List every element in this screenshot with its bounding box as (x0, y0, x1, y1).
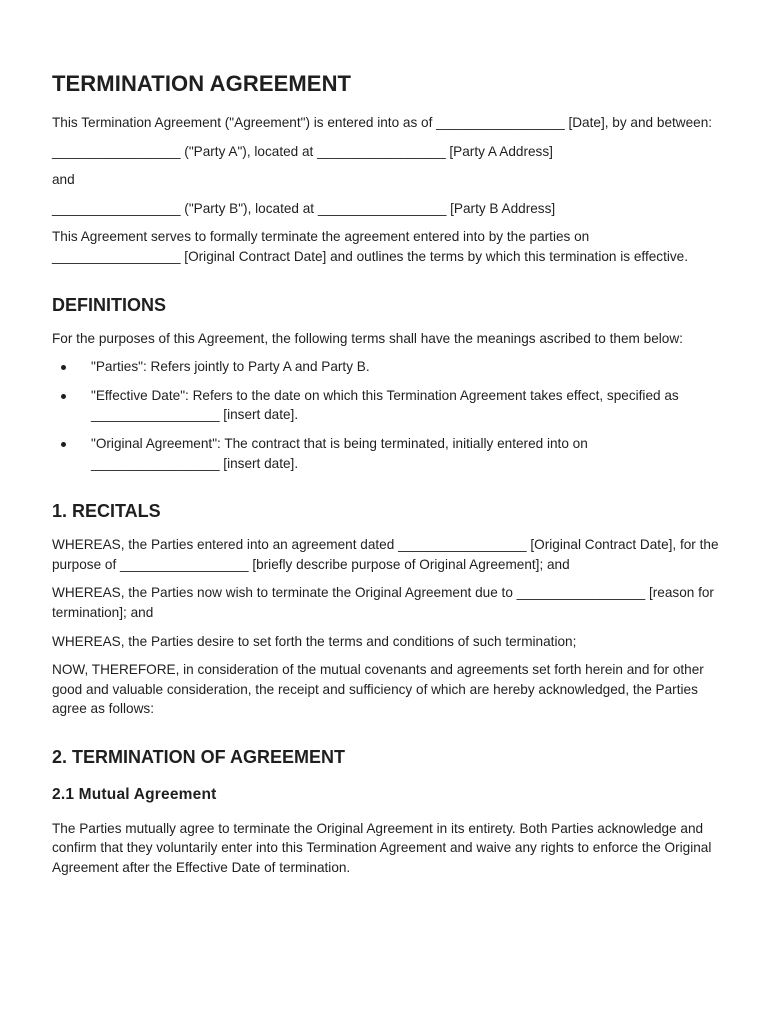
mutual-agreement-subheading: 2.1 Mutual Agreement (52, 785, 217, 803)
recital-paragraph: WHEREAS, the Parties desire to set forth the terms and conditions of such termination; (52, 633, 577, 649)
document-body (52, 70, 720, 887)
party-b-line: _________________ ("Party B"), located at _________________ [Party B Address] (52, 200, 556, 216)
bullet-icon (61, 442, 66, 447)
recital-paragraph: NOW, THEREFORE, in consideration of the mutual covenants and agreements set forth herein and for other good and valuable consideration, the receipt and sufficiency of which are hereby acknowledged, the Parties agree as follows: (52, 662, 704, 717)
definition-text: "Effective Date": Refers to the date on which this Termination Agreement takes effect, specified as _________________ [insert date]. (91, 387, 679, 423)
definitions-list (52, 357, 720, 473)
intro-paragraph: This Termination Agreement ("Agreement") is entered into as of _________________ [Date], by and between: (52, 115, 713, 130)
definition-item (52, 386, 720, 425)
bullet-icon (61, 394, 66, 399)
mutual-agreement-paragraph: The Parties mutually agree to terminate the Original Agreement in its entirety. Both Parties acknowledge and confirm that they voluntarily enter into this Termination Agreement and waive any rights to enforce the Original Agreement after the Effective Date of termination. (52, 820, 712, 876)
definition-text: "Parties": Refers jointly to Party A and Party B. (91, 359, 370, 375)
party-a-line: _________________ ("Party A"), located at _________________ [Party A Address] (52, 143, 553, 159)
recitals-heading: 1. RECITALS (52, 501, 161, 522)
recital-paragraph: WHEREAS, the Parties entered into an agreement dated _________________ [Original Contract Date], for the purpose of _________________ [briefly describe purpose of Original Agreement]; and (52, 537, 719, 572)
termination-heading: 2. TERMINATION OF AGREEMENT (52, 746, 346, 767)
definition-item (52, 357, 720, 377)
and-text: and (52, 172, 75, 188)
purpose-paragraph: This Agreement serves to formally terminate the agreement entered into by the parties on _________________ [Original Contract Date] and outlines the terms by which this termination is effective. (52, 229, 689, 264)
bullet-icon (61, 365, 66, 370)
recital-paragraph: WHEREAS, the Parties now wish to terminate the Original Agreement due to _________________ [reason for termination]; and (52, 585, 714, 620)
definitions-intro: For the purposes of this Agreement, the following terms shall have the meanings ascribed to them below: (52, 330, 683, 346)
document-title: TERMINATION AGREEMENT (52, 71, 352, 96)
definitions-heading: DEFINITIONS (52, 294, 167, 315)
definition-item (52, 434, 720, 473)
definition-text: "Original Agreement": The contract that is being terminated, initially entered into on _________________ [insert date]. (91, 435, 588, 471)
